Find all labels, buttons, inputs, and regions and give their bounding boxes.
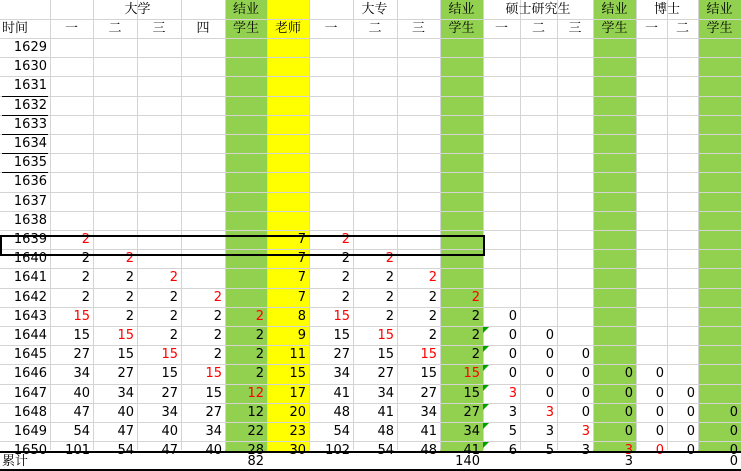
value-cell-zj: 2 [471,328,480,343]
year-cell: 1647 [13,386,47,401]
value-cell-z2: 2 [385,309,394,324]
value-cell-z1: 15 [333,328,350,343]
header-daxue: 大学 [124,2,151,17]
value-cell-z3: 2 [428,328,437,343]
value-cell-d1: 2 [81,232,90,247]
year-cell: 1646 [13,366,47,381]
grid-horizontal-line [0,115,741,116]
value-cell-zj: 15 [463,386,480,401]
value-cell-d2: 2 [125,251,134,266]
value-cell-t: 23 [289,424,306,439]
value-cell-d2: 2 [125,270,134,285]
year-cell: 1636 [13,174,47,189]
header-shuoshi-2: 二 [531,21,545,36]
total-boshi-jieye: 0 [729,454,738,469]
value-cell-dj: 2 [255,328,264,343]
year-cell: 1642 [13,290,47,305]
value-cell-s3: 0 [581,366,590,381]
value-cell-s1: 3 [508,386,517,401]
value-cell-s2: 3 [545,405,554,420]
value-cell-s2: 0 [545,386,554,401]
value-cell-z1: 2 [341,232,350,247]
total-shuoshi-jieye: 3 [624,454,633,469]
value-cell-d3: 15 [161,347,178,362]
value-cell-d2: 15 [117,328,134,343]
header-daxue-jieye-sub: 学生 [232,21,259,36]
value-cell-s1: 0 [508,309,517,324]
value-cell-z2: 41 [377,405,394,420]
value-cell-d2: 27 [117,366,134,381]
value-cell-s1: 3 [508,405,517,420]
error-indicator-icon [483,404,489,410]
value-cell-s2: 0 [545,347,554,362]
header-time: 时间 [2,21,29,36]
value-cell-d4: 34 [205,424,222,439]
header-daxue-jieye: 结业 [232,2,259,17]
value-cell-z1: 2 [341,270,350,285]
value-cell-s3: 3 [581,424,590,439]
value-cell-z1: 27 [333,347,350,362]
value-cell-z3: 2 [428,309,437,324]
year-border-mark [2,115,48,116]
value-cell-z2: 2 [385,270,394,285]
value-cell-d2: 2 [125,309,134,324]
header-dazhuan-1: 一 [324,21,338,36]
value-cell-z2: 15 [377,347,394,362]
year-border-mark [2,153,48,154]
year-cell: 1633 [13,117,47,132]
value-cell-d4: 15 [205,366,222,381]
value-cell-d1: 27 [73,347,90,362]
value-cell-sj: 0 [624,405,633,420]
value-cell-z2: 2 [385,251,394,266]
grid-horizontal-line [0,230,741,231]
value-cell-dj: 2 [255,347,264,362]
value-cell-z3: 2 [428,270,437,285]
value-cell-dj: 12 [247,405,264,420]
value-cell-bj: 0 [729,405,738,420]
year-cell: 1641 [13,270,47,285]
year-cell: 1644 [13,328,47,343]
value-cell-z1: 54 [333,424,350,439]
value-cell-s3: 0 [581,405,590,420]
value-cell-d3: 34 [161,405,178,420]
year-cell: 1640 [13,251,47,266]
grid-horizontal-line [0,153,741,154]
value-cell-s1: 0 [508,347,517,362]
grid-horizontal-line [0,96,741,97]
value-cell-d1: 47 [73,405,90,420]
header-shuoshi-1: 一 [494,21,508,36]
year-cell: 1629 [13,40,47,55]
value-cell-s1: 0 [508,328,517,343]
value-cell-sj: 0 [624,366,633,381]
grid-horizontal-line [0,38,741,39]
value-cell-d3: 15 [161,366,178,381]
year-border-mark [2,96,48,97]
header-boshi: 博士 [653,2,680,17]
value-cell-d1: 54 [73,424,90,439]
header-boshi-2: 二 [675,21,689,36]
header-dazhuan-jieye-sub: 学生 [448,21,475,36]
value-cell-d4: 2 [213,290,222,305]
year-cell: 1632 [13,98,47,113]
value-cell-d1: 2 [81,290,90,305]
value-cell-t: 17 [289,386,306,401]
value-cell-s2: 0 [545,328,554,343]
value-cell-d3: 2 [169,328,178,343]
header-shuoshi: 硕士研究生 [505,2,571,17]
value-cell-d2: 40 [117,405,134,420]
value-cell-b1: 0 [655,366,664,381]
error-indicator-icon [483,365,489,371]
value-cell-b2: 0 [686,424,695,439]
year-cell: 1634 [13,136,47,151]
value-cell-d3: 2 [169,270,178,285]
value-cell-s1: 5 [508,424,517,439]
value-cell-z3: 15 [420,347,437,362]
value-cell-z1: 15 [333,309,350,324]
value-cell-zj: 27 [463,405,480,420]
year-cell: 1643 [13,309,47,324]
value-cell-d1: 15 [73,309,90,324]
value-cell-z3: 15 [420,366,437,381]
value-cell-z2: 48 [377,424,394,439]
year-border-mark [2,172,48,173]
grid-horizontal-line [0,172,741,173]
error-indicator-icon [483,423,489,429]
value-cell-s1: 0 [508,366,517,381]
header-boshi-jieye: 结业 [706,2,733,17]
value-cell-z2: 2 [385,290,394,305]
value-cell-sj: 0 [624,386,633,401]
total-daxue-jieye: 82 [247,454,264,469]
grid-horizontal-line [0,57,741,58]
row-1640-outline [0,235,485,256]
year-cell: 1630 [13,59,47,74]
year-cell: 1649 [13,424,47,439]
value-cell-d2: 2 [125,290,134,305]
value-cell-d4: 15 [205,386,222,401]
total-label: 累计 [2,454,29,469]
value-cell-d4: 27 [205,405,222,420]
value-cell-b1: 0 [655,405,664,420]
header-boshi-1: 一 [644,21,658,36]
value-cell-t: 8 [297,309,306,324]
value-cell-z3: 41 [420,424,437,439]
grid-vertical-line [667,0,668,450]
value-cell-d1: 34 [73,366,90,381]
value-cell-d2: 47 [117,424,134,439]
value-cell-t: 7 [297,251,306,266]
value-cell-b1: 0 [655,386,664,401]
value-cell-z2: 34 [377,386,394,401]
value-cell-t: 7 [297,290,306,305]
value-cell-z1: 2 [341,251,350,266]
header-boshi-jieye-sub: 学生 [706,21,733,36]
header-dazhuan-3: 三 [411,21,425,36]
value-cell-t: 7 [297,232,306,247]
value-cell-t: 20 [289,405,306,420]
value-cell-d2: 15 [117,347,134,362]
value-cell-s3: 0 [581,347,590,362]
grid-horizontal-line [0,134,741,135]
year-cell: 1639 [13,232,47,247]
value-cell-d4: 2 [213,328,222,343]
value-cell-b1: 0 [655,424,664,439]
error-indicator-icon [483,346,489,352]
header-daxue-4: 四 [196,21,210,36]
grid-horizontal-line [0,211,741,212]
value-cell-d1: 40 [73,386,90,401]
year-cell: 1638 [13,213,47,228]
grid-horizontal-line [0,192,741,193]
value-cell-t: 9 [297,328,306,343]
value-cell-zj: 15 [463,366,480,381]
value-cell-s2: 3 [545,424,554,439]
value-cell-b2: 0 [686,386,695,401]
header-dazhuan: 大专 [361,2,388,17]
year-border-mark [2,134,48,135]
value-cell-z3: 27 [420,386,437,401]
value-cell-zj: 34 [463,424,480,439]
header-daxue-3: 三 [152,21,166,36]
value-cell-z3: 2 [428,290,437,305]
header-dazhuan-jieye: 结业 [448,2,475,17]
grid-horizontal-line [0,76,741,77]
value-cell-z1: 48 [333,405,350,420]
value-cell-zj: 2 [471,347,480,362]
year-cell: 1648 [13,405,47,420]
header-shuoshi-3: 三 [568,21,582,36]
value-cell-z3: 34 [420,405,437,420]
value-cell-d1: 15 [73,328,90,343]
value-cell-d4: 2 [213,309,222,324]
header-daxue-1: 一 [64,21,78,36]
value-cell-s3: 0 [581,386,590,401]
value-cell-b2: 0 [686,405,695,420]
value-cell-t: 7 [297,270,306,285]
year-cell: 1645 [13,347,47,362]
value-cell-z1: 34 [333,366,350,381]
value-cell-d2: 34 [117,386,134,401]
grid-vertical-line [698,0,699,450]
value-cell-d3: 27 [161,386,178,401]
total-dazhuan-jieye: 140 [455,454,480,469]
error-indicator-icon [483,327,489,333]
year-cell: 1631 [13,78,47,93]
value-cell-d1: 2 [81,270,90,285]
value-cell-d1: 2 [81,251,90,266]
value-cell-zj: 2 [471,309,480,324]
value-cell-z2: 27 [377,366,394,381]
value-cell-sj: 0 [624,424,633,439]
value-cell-d3: 2 [169,309,178,324]
value-cell-dj: 22 [247,424,264,439]
header-dazhuan-2: 二 [368,21,382,36]
value-cell-z1: 2 [341,290,350,305]
year-cell: 1635 [13,155,47,170]
value-cell-s2: 0 [545,366,554,381]
header-daxue-2: 二 [108,21,122,36]
value-cell-zj: 2 [471,290,480,305]
value-cell-d4: 2 [213,347,222,362]
value-cell-z1: 41 [333,386,350,401]
value-cell-d3: 2 [169,290,178,305]
value-cell-dj: 2 [255,366,264,381]
value-cell-z2: 15 [377,328,394,343]
value-cell-d3: 40 [161,424,178,439]
year-cell: 1637 [13,194,47,209]
header-laoshi: 老师 [274,21,301,36]
value-cell-t: 15 [289,366,306,381]
value-cell-dj: 12 [247,386,264,401]
value-cell-dj: 2 [255,309,264,324]
error-indicator-icon [483,442,489,448]
value-cell-bj: 0 [729,424,738,439]
error-indicator-icon [483,385,489,391]
header-shuoshi-jieye-sub: 学生 [601,21,628,36]
value-cell-t: 11 [289,347,306,362]
header-shuoshi-jieye: 结业 [601,2,628,17]
